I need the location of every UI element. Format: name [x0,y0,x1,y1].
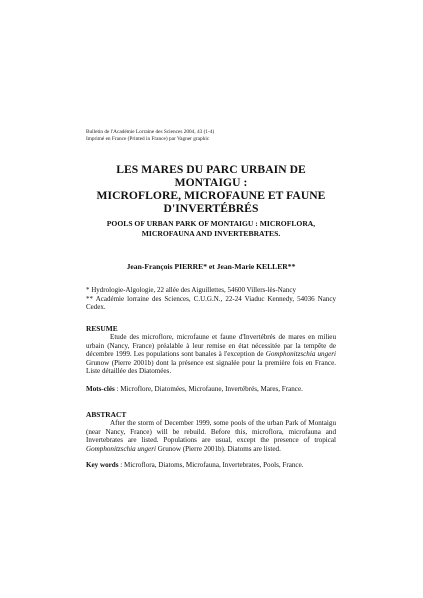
abstract-heading: ABSTRACT [86,410,127,419]
keywords-label: Key words [86,461,119,469]
keywords-block [86,461,336,470]
keywords-line [86,461,336,470]
abstract-section [86,410,336,453]
title-line-1: LES MARES DU PARC URBAIN DE MONTAIGU : [116,163,306,189]
affiliation-second: ** Académie lorraine des Sciences, C.U.G.N., 22-24 Viaduc Kennedy, 54036 Nancy Cedex. [86,294,336,312]
subtitle-line-1: POOLS OF URBAN PARK OF MONTAIGU : MICROFLORA, [106,219,316,228]
motscles-label: Mots-clés [86,385,115,393]
abstract-text-after: Grunow (Pierre 2001b). Diatoms are listed. [155,444,281,453]
keywords-text: : Microflora, Diatoms, Microfauna, Invertebrates, Pools, France. [118,461,304,469]
resume-text-before: Etude des microflore, microfaune et faune d'Invertébrés de mares en milieu urbain (Nancy, France) préalable à leur remise en état nécessitée par la tempête de décembre 1999. Les populations sont banales à l'exception de [86,333,336,359]
journal-citation: Bulletin de l'Académie Lorraine des Sciences 2004, 43 (1-4) [86,129,215,135]
resume-text-after: Grunow (Pierre 2001b) dont la présence est signalée pour la première fois en France. Liste détaillée des Diatomées. [86,358,336,376]
authors-block [86,262,336,271]
abstract-species-name: Gomphonitzschia ungeri [86,444,156,453]
subtitle-line-2: MICROFAUNA AND INVERTEBRATES. [141,228,281,238]
resume-paragraph [86,333,336,376]
title-line-3: D'INVERTÉBRÉS [163,202,259,215]
motscles-text: : Microflore, Diatomées, Microfaune, Invertébrés, Mares, France. [114,385,303,393]
abstract-paragraph [86,419,336,453]
resume-species-name: Gomphonitzschia ungeri [265,350,336,359]
paper-title [86,163,336,215]
paper-subtitle [86,219,336,238]
motscles-line [86,385,336,394]
affiliations-block [86,286,336,312]
resume-heading: RESUME [86,324,118,333]
affiliation-first: * Hydrologie-Algologie, 22 allée des Aiguillettes, 54600 Villers-lès-Nancy [86,286,296,294]
resume-section [86,324,336,376]
abstract-text-before: After the storm of December 1999, some pools of the urban Park of Montaigu (near Nancy, France) will be rebuild. Before this, microflora, microfauna and Invertebrates are listed. Populations are usual, except the presence of tropical [86,419,336,445]
author-names: Jean-François PIERRE* et Jean-Marie KELLER** [126,262,296,271]
motscles-block [86,385,336,394]
journal-header [86,129,336,143]
title-line-2: MICROFLORE, MICROFAUNE ET FAUNE [96,189,326,202]
printer-note: Imprimé en France (Printed in France) par Vagner graphic [86,136,210,142]
